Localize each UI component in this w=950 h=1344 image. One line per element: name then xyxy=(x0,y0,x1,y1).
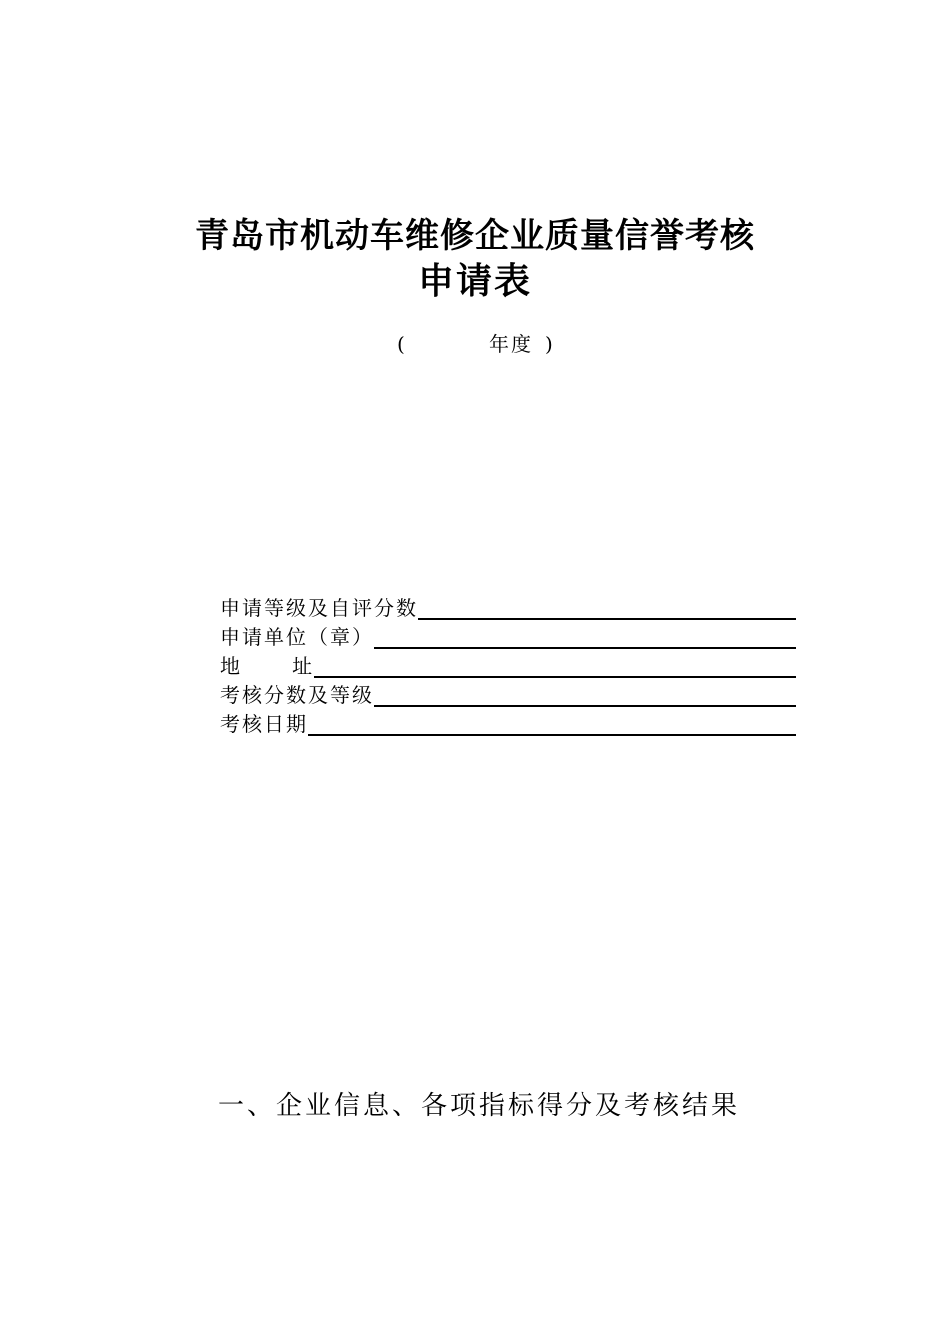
form-row-address xyxy=(220,650,796,679)
year-open-paren: ( xyxy=(397,332,405,356)
year-row xyxy=(393,330,573,358)
form-row-assessment-score-grade xyxy=(220,679,796,708)
form-label-applicant-unit: 申请单位（章） xyxy=(220,625,374,649)
form-blank-assessment-score-grade[interactable] xyxy=(374,681,796,707)
form-blank-assessment-date[interactable] xyxy=(308,710,796,736)
section-heading: 一、企业信息、各项指标得分及考核结果 xyxy=(218,1091,741,1121)
form-blank-address[interactable] xyxy=(314,652,796,678)
document-title: 青岛市机动车维修企业质量信誉考核 xyxy=(195,216,755,256)
form-blank-grade-self-score[interactable] xyxy=(418,594,796,620)
form-label-assessment-score-grade: 考核分数及等级 xyxy=(220,683,374,707)
form-label-address: 地 址 xyxy=(220,654,315,678)
form-row-applicant-unit xyxy=(220,621,796,650)
year-close-paren: ) xyxy=(545,332,553,356)
form-row-grade-self-score xyxy=(220,592,796,621)
year-label: 年度 xyxy=(489,332,533,356)
application-form xyxy=(220,592,796,737)
document-subtitle: 申请表 xyxy=(417,260,532,302)
form-row-assessment-date xyxy=(220,708,796,737)
form-label-grade-self-score: 申请等级及自评分数 xyxy=(220,596,418,620)
form-blank-applicant-unit[interactable] xyxy=(374,623,796,649)
form-label-assessment-date: 考核日期 xyxy=(220,712,308,736)
